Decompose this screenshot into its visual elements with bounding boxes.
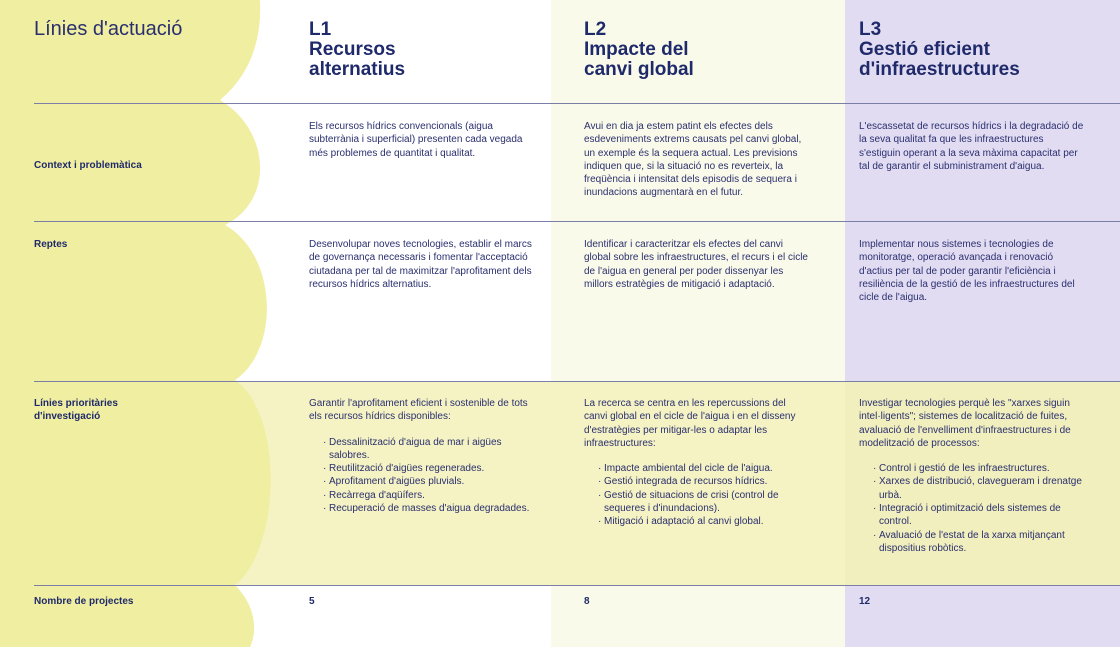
bullet-list	[598, 462, 809, 528]
bullet-list	[323, 436, 534, 516]
linies-cell-l1	[309, 397, 534, 515]
reptes-cell-l3	[859, 238, 1084, 304]
list-item: · Aprofitament d'aigües pluvials.	[323, 475, 534, 488]
column-code: L3	[859, 19, 882, 40]
context-cell-l3	[859, 120, 1084, 173]
list-item: · Xarxes de distribució, clavegueram i drenatge urbà.	[873, 475, 1084, 502]
cell-text: Els recursos hídrics convencionals (aigua subterrània i superficial) presenten cada vegada més problemes de quantitat i qualitat.	[309, 121, 523, 159]
row-label-linies: Línies prioritàries d'investigació	[34, 398, 118, 422]
project-count-l2: 8	[584, 596, 590, 607]
linies-cell-l3	[859, 397, 1084, 555]
cell-text: Desenvolupar noves tecnologies, establir el marcs de governança necessaris i fomentar l'acceptació ciutadana per tal de maximitzar l'aprofitament dels recursos hídrics alternatius.	[309, 239, 532, 290]
row-label-context: Context i problemàtica	[34, 160, 142, 171]
list-item: · Integració i optimització dels sistemes de control.	[873, 502, 1084, 529]
list-item: · Mitigació i adaptació al canvi global.	[598, 515, 809, 528]
page-title: Línies d'actuació	[34, 18, 183, 40]
list-item: · Gestió integrada de recursos hídrics.	[598, 475, 809, 488]
column-header-l2	[584, 20, 694, 80]
column-name: Gestió eficient d'infraestructures	[859, 39, 1020, 80]
bullet-list	[873, 462, 1084, 555]
decorative-wave	[0, 0, 300, 647]
list-item: · Recuperació de masses d'aigua degradades.	[323, 502, 534, 515]
cell-intro: La recerca se centra en les repercussions del canvi global en el cicle de l'aigua i en el disseny d'estratègies per mitigar-les o adaptar les infraestructures:	[584, 398, 796, 449]
cell-text: L'escassetat de recursos hídrics i la degradació de la seva qualitat fa que les infraestructures s'estiguin operant a la seva màxima capacitat per tal de garantir el subministrament d'aigua.	[859, 121, 1084, 172]
divider-line	[34, 381, 1120, 382]
context-cell-l1	[309, 120, 534, 160]
list-item: · Reutilització d'aigües regenerades.	[323, 462, 534, 475]
column-header-l3	[859, 20, 1020, 80]
project-count-l3: 12	[859, 596, 871, 607]
reptes-cell-l2	[584, 238, 809, 291]
list-item: · Impacte ambiental del cicle de l'aigua.	[598, 462, 809, 475]
divider-line	[34, 221, 1120, 222]
column-name: Recursos alternatius	[309, 39, 406, 80]
column-name: Impacte del canvi global	[584, 39, 694, 80]
list-item: · Gestió de situacions de crisi (control de sequeres i d'inundacions).	[598, 489, 809, 516]
cell-intro: Garantir l'aprofitament eficient i sostenible de tots els recursos hídrics disponibles:	[309, 398, 528, 423]
context-cell-l2	[584, 120, 809, 200]
list-item: · Dessalinització d'aigua de mar i aigües salobres.	[323, 436, 534, 463]
divider-line	[34, 103, 1120, 104]
list-item: · Recàrrega d'aqüífers.	[323, 489, 534, 502]
divider-line	[34, 585, 1120, 586]
cell-text: Avui en dia ja estem patint els efectes dels esdeveniments extrems causats pel canvi global, un exemple és la sequera actual. Les previsions indiquen que, si la situació no es reverteix, la freqüència i intensitat dels episodis de sequera i inundacions augmentarà en el futur.	[584, 121, 802, 199]
column-code: L1	[309, 19, 332, 40]
linies-cell-l2	[584, 397, 809, 529]
row-label-nombre: Nombre de projectes	[34, 596, 134, 607]
cell-text: Identificar i caracteritzar els efectes del canvi global sobre les infraestructures, el recurs i el cicle de l'aigua en general per poder dissenyar les millors estratègies de mitigació i adaptació.	[584, 239, 808, 290]
column-code: L2	[584, 19, 607, 40]
cell-intro: Investigar tecnologies perquè les "xarxes siguin intel·ligents"; sistemes de localització de fuites, avaluació de l'envelliment d'infraestructures i de modelització de processos:	[859, 398, 1071, 449]
cell-text: Implementar nous sistemes i tecnologies de monitoratge, operació avançada i renovació d'actius per tal de poder garantir l'eficiència i resiliència de la gestió de les infraestructures del cicle de l'aigua.	[859, 239, 1075, 304]
column-header-l1	[309, 20, 405, 80]
list-item: · Control i gestió de les infraestructures.	[873, 462, 1084, 475]
project-count-l1: 5	[309, 596, 315, 607]
row-label-reptes: Reptes	[34, 239, 68, 250]
list-item: · Avaluació de l'estat de la xarxa mitjançant dispositius robòtics.	[873, 529, 1084, 556]
reptes-cell-l1	[309, 238, 534, 291]
